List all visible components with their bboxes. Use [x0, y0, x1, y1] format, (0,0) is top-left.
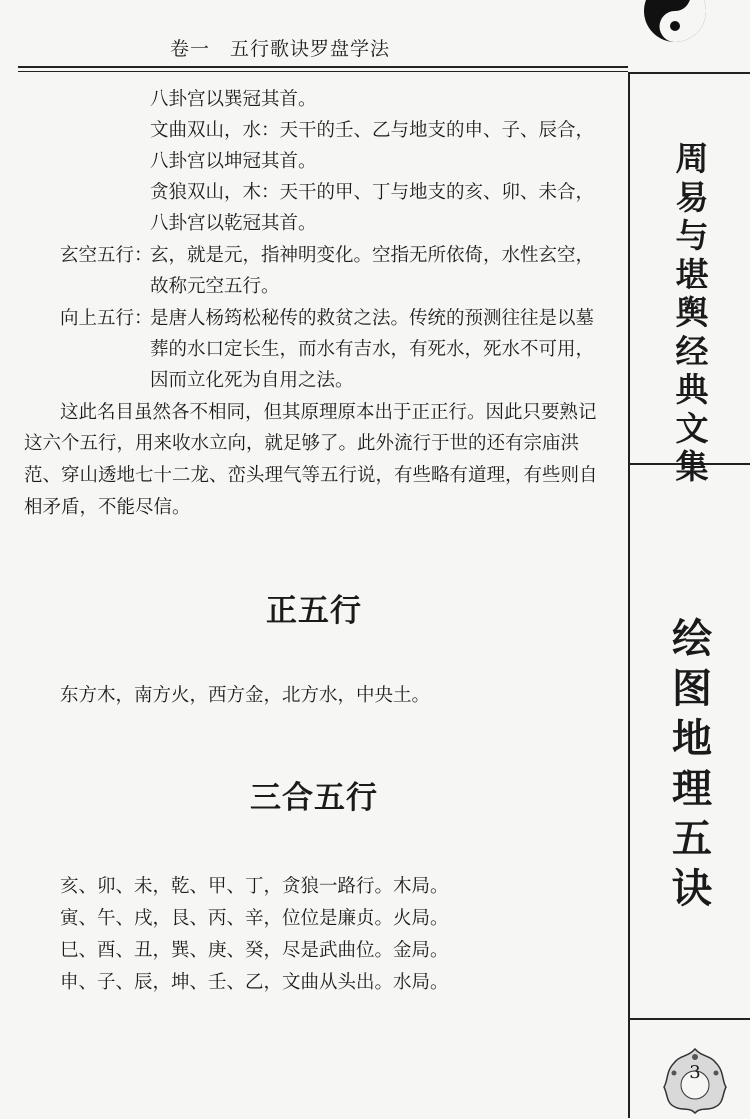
verse-line: 申、子、辰，坤、壬、乙，文曲从头出。水局。: [60, 972, 449, 993]
text-line: 葬的水口定长生，而水有吉水，有死水，死水不可用，: [150, 339, 595, 360]
header-rule: [18, 66, 628, 68]
sidebar-border: [628, 72, 630, 1118]
term-label: 向上五行：: [60, 308, 153, 329]
verse-line: 亥、卯、未，乾、甲、丁，贪狼一路行。木局。: [60, 876, 449, 897]
sidebar-divider-top: [628, 72, 750, 74]
text-line: 玄，就是元，指神明变化。空指无所依倚，水性玄空，: [150, 245, 595, 266]
text-line: 因而立化死为自用之法。: [150, 370, 354, 391]
paragraph-line: 这此名目虽然各不相同，但其原理原本出于正正行。因此只要熟记: [60, 402, 597, 423]
header-rule-thin: [18, 71, 628, 72]
section-heading: 三合五行: [250, 780, 378, 816]
text-line: 东方木，南方火，西方金，北方水，中央土。: [60, 685, 431, 706]
verse-line: 巳、酉、丑，巽、庚、癸，尽是武曲位。金局。: [60, 940, 449, 961]
sidebar-divider-bottom: [628, 1018, 750, 1020]
book-title: 绘 图 地 理 五 诀: [672, 615, 712, 912]
term-label: 玄空五行：: [60, 245, 153, 266]
text-line: 贪狼双山，木：天干的甲、丁与地支的亥、卯、未合，: [150, 182, 595, 203]
paragraph-line: 范、穿山透地七十二龙、峦头理气等五行说，有些略有道理，有些则自: [24, 465, 598, 486]
section-heading: 正五行: [266, 593, 362, 629]
text-line: 八卦宫以巽冠其首。: [150, 89, 317, 110]
paragraph-line: 这六个五行，用来收水立向，就足够了。此外流行于世的还有宗庙洪: [24, 433, 580, 454]
text-line: 八卦宫以乾冠其首。: [150, 213, 317, 234]
paragraph-line: 相矛盾，不能尽信。: [24, 497, 191, 518]
verse-line: 寅、午、戌，艮、丙、辛，位位是廉贞。火局。: [60, 908, 449, 929]
page-number: 3: [689, 1062, 701, 1083]
running-header: 卷一 五行歌诀罗盘学法: [170, 38, 391, 60]
series-title: 周 易 与 堪 舆 经 典 文 集: [675, 139, 709, 486]
text-line: 故称元空五行。: [150, 276, 280, 297]
yin-yang-icon: [642, 0, 708, 44]
text-line: 是唐人杨筠松秘传的救贫之法。传统的预测往往是以墓: [150, 308, 595, 329]
text-line: 文曲双山，水：天干的壬、乙与地支的申、子、辰合，: [150, 120, 595, 141]
text-line: 八卦宫以坤冠其首。: [150, 151, 317, 172]
